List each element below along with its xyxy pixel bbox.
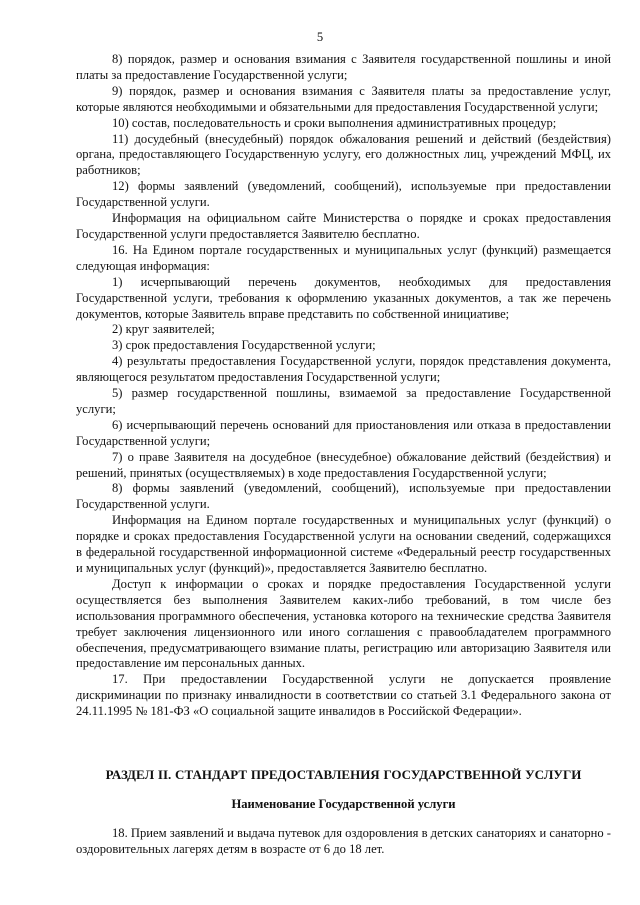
paragraph: 1) исчерпывающий перечень документов, необходимых для предоставления Государственной услуги, требования к оформлению указанных документов, а так же перечень документов, которые Заявитель вправе представить по собственной инициативе; [76,274,611,321]
paragraph: 5) размер государственной пошлины, взимаемой за предоставление Государственной услуги; [76,386,611,416]
paragraph: 3) срок предоставления Государственной услуги; [112,338,376,353]
page-number: 5 [316,30,324,44]
paragraph: 4) результаты предоставления Государственной услуги, порядок представления документа, являющегося результатом предоставления Государственной услуги; [76,354,611,385]
paragraph: Информация на официальном сайте Министерства о порядке и сроках предоставления Государственной услуги предоставляется Заявителю бесплатно. [76,211,611,241]
paragraph: 17. При предоставлении Государственной услуги не допускается проявление дискриминации по признаку инвалидности в соответствии со статьей 3.1 Федерального закона от 24.11.1995 № 181-ФЗ «О социальной защите инвалидов в Российской Федерации». [76,672,611,719]
paragraph: 16. На Едином портале государственных и муниципальных услуг (функций) размещается следующая информация: [76,242,611,273]
document-body [76,52,611,720]
paragraph-18: 18. Прием заявлений и выдача путевок для оздоровления в детских санаториях и санаторно - оздоровительных лагерях детям в возрасте от 6 до 18 лет. [76,826,611,856]
paragraph: 10) состав, последовательность и сроки выполнения административных процедур; [112,115,557,130]
document-body-continued [76,826,611,858]
section-heading: РАЗДЕЛ II. СТАНДАРТ ПРЕДОСТАВЛЕНИЯ ГОСУДАРСТВЕННОЙ УСЛУГИ [105,767,582,782]
paragraph: 8) порядок, размер и основания взимания с Заявителя государственной пошлины и иной платы за предоставление Государственной услуги; [76,52,611,82]
paragraph: Информация на Едином портале государственных и муниципальных услуг (функций) о порядке и сроках предоставления Государственной услуги на основании сведений, содержащихся в федеральной государственной информационной системе «Федеральный реестр государственных и муниципальных услуг (функций)», предоставляется Заявителю бесплатно. [76,513,611,575]
subheading: Наименование Государственной услуги [231,797,456,811]
paragraph: Доступ к информации о сроках и порядке предоставления Государственной услуги осуществляется без выполнения Заявителем каких-либо требований, в том числе без использования программного обеспечения, установка которого на технические средства Заявителя требует заключения лицензионного или иного соглашения с правообладателем программного обеспечения, предусматривающего взимание платы, регистрацию или авторизацию Заявителя или предоставление им персональных данных. [76,576,611,671]
paragraph: 7) о праве Заявителя на досудебное (внесудебное) обжалование действий (бездействия) и решений, принятых (осуществляемых) в ходе предоставления Государственной услуги; [76,449,611,480]
paragraph: 9) порядок, размер и основания взимания с Заявителя платы за предоставление услуг, которые являются необходимыми и обязательными для предоставления Государственной услуги; [76,83,611,114]
paragraph: 12) формы заявлений (уведомлений, сообщений), используемые при предоставлении Государственной услуги. [76,179,611,210]
paragraph: 6) исчерпывающий перечень оснований для приостановления или отказа в предоставлении Государственной услуги; [76,417,611,448]
paragraph: 2) круг заявителей; [112,322,215,337]
paragraph: 11) досудебный (внесудебный) порядок обжалования решений и действий (бездействия) органа, предоставляющего Государственную услугу, его должностных лиц, учреждений МФЦ, их работников; [76,131,611,178]
paragraph: 8) формы заявлений (уведомлений, сообщений), используемые при предоставлении Государственной услуги. [76,481,611,512]
